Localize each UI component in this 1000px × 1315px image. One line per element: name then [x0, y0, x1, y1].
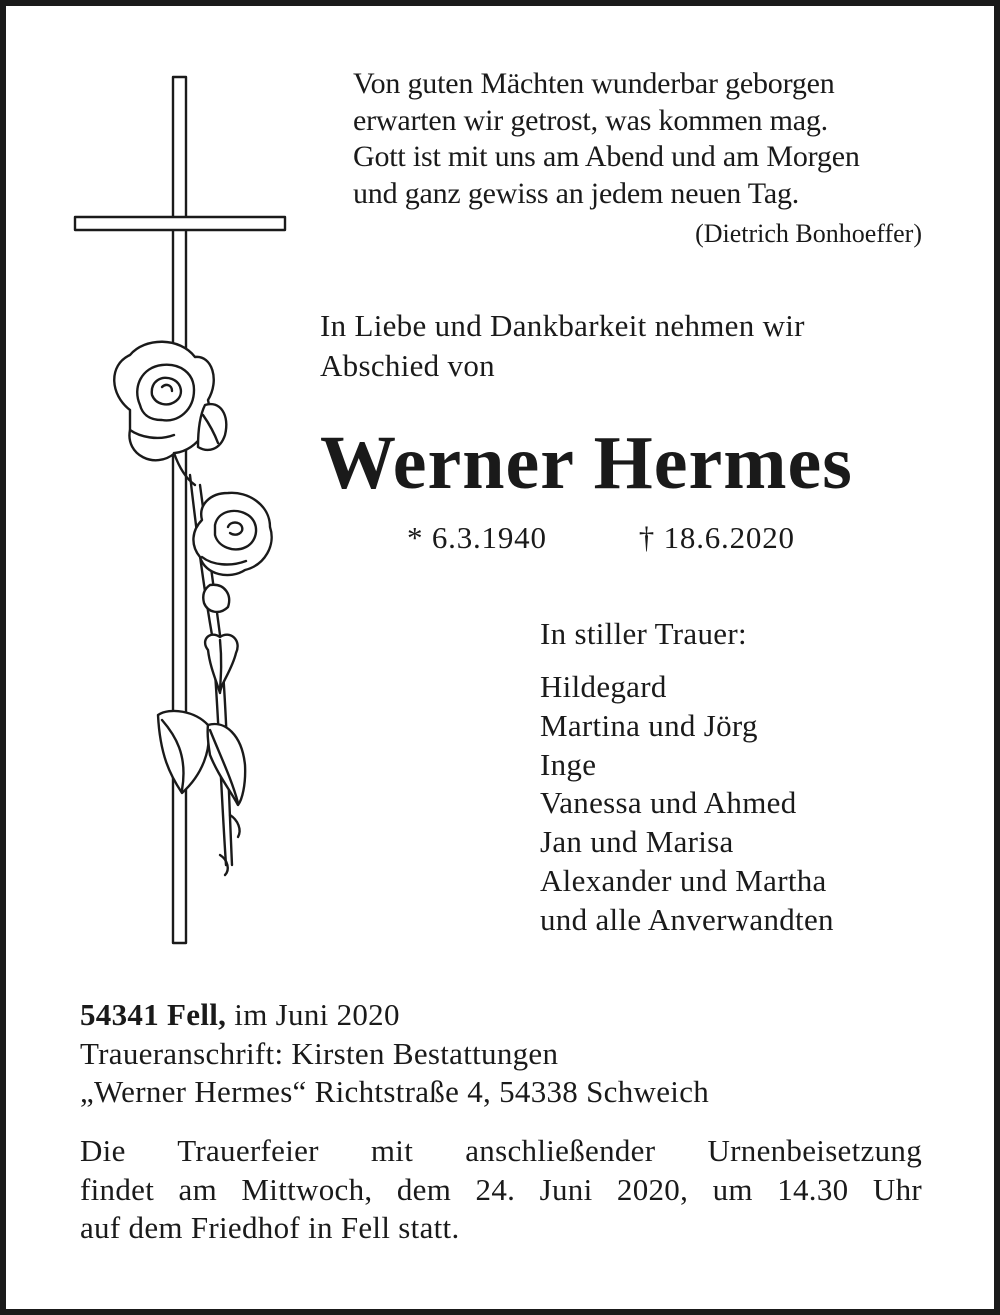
mourner-entry: Vanessa und Ahmed: [540, 785, 797, 821]
poem-line: Von guten Mächten wunderbar geborgen: [353, 67, 835, 100]
mourning-address: [80, 996, 709, 1112]
cross-with-roses-icon: [70, 75, 290, 950]
poem-author: (Dietrich Bonhoeffer): [695, 219, 922, 248]
ceremony-line: Die Trauerfeier mit anschließender Urnenbeisetzung: [80, 1133, 922, 1168]
mourner-entry: Inge: [540, 746, 597, 782]
life-dates: [407, 520, 795, 556]
intro-line: Abschied von: [320, 348, 495, 383]
mourner-entry: Martina und Jörg: [540, 707, 758, 743]
poem-line: erwarten wir getrost, was kommen mag.: [353, 103, 828, 137]
place-date-line: [80, 996, 709, 1035]
poem-line: und ganz gewiss an jedem neuen Tag.: [353, 176, 800, 210]
poem: [353, 66, 860, 212]
birth-date: * 6.3.1940: [407, 520, 547, 555]
mourner-entry: Hildegard: [540, 669, 667, 704]
address-line: „Werner Hermes“ Richtstraße 4, 54338 Schweich: [80, 1074, 710, 1109]
ceremony-line: auf dem Friedhof in Fell statt.: [80, 1210, 460, 1245]
mourner-entry: Jan und Marisa: [540, 824, 734, 860]
mourner-entry: und alle Anverwandten: [540, 901, 834, 937]
deceased-name: Werner Hermes: [320, 421, 853, 505]
place-date: im Juni 2020: [226, 997, 400, 1032]
mourning-heading: In stiller Trauer:: [540, 616, 747, 651]
poem-line: Gott ist mit uns am Abend und am Morgen: [353, 140, 860, 173]
death-date: † 18.6.2020: [638, 520, 795, 555]
ceremony-info: [80, 1132, 922, 1248]
address-line: Traueranschrift: Kirsten Bestattungen: [80, 1035, 559, 1071]
mourners-list: [540, 668, 834, 940]
ceremony-line: findet am Mittwoch, dem 24. Juni 2020, um 14.30 Uhr: [80, 1171, 922, 1207]
intro-line: In Liebe und Dankbarkeit nehmen wir: [320, 308, 805, 343]
place-name: 54341 Fell,: [80, 997, 227, 1032]
mourner-entry: Alexander und Martha: [540, 862, 827, 898]
intro-text: [320, 306, 805, 386]
